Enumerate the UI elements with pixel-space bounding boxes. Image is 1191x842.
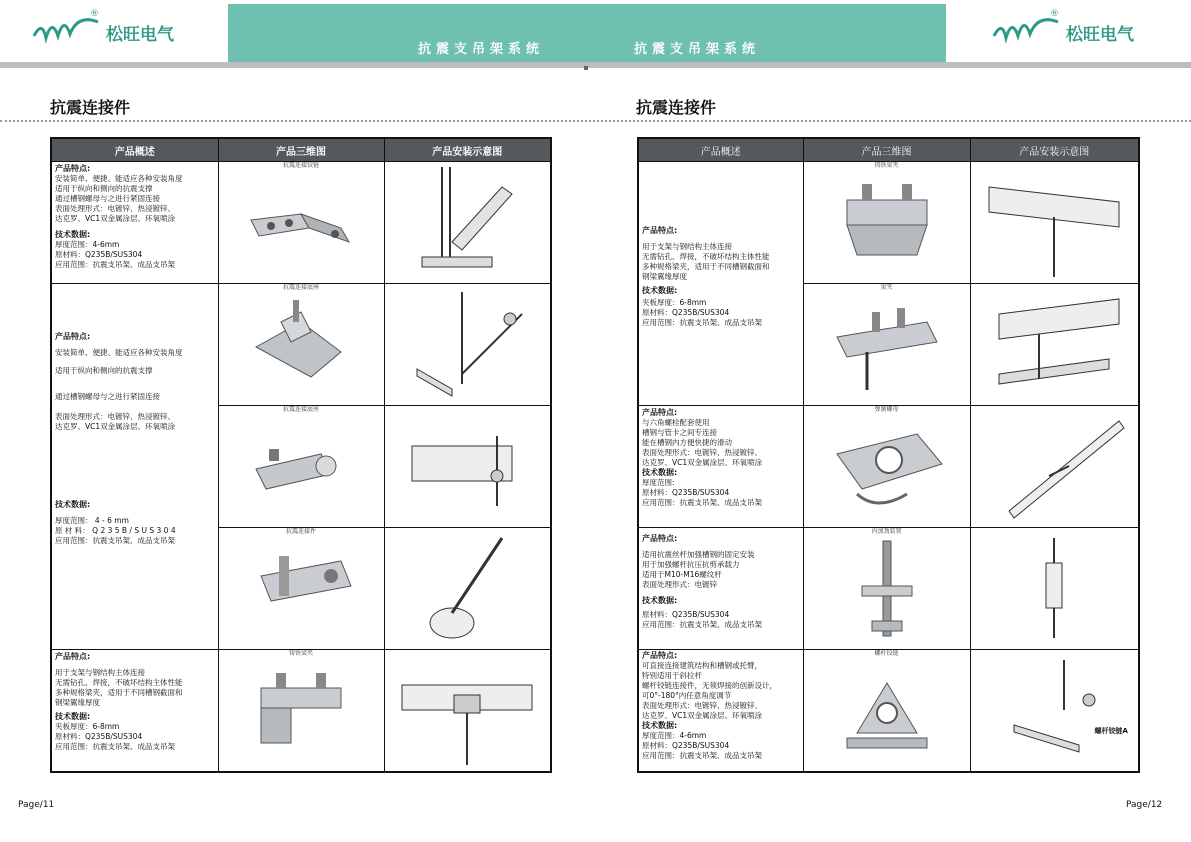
header-title-left: 抗震支吊架系统 <box>418 42 545 57</box>
feature-line: 槽钢与管卡之间专连接 <box>642 428 717 437</box>
feature-line: 达克罗、VC1双金属涂层、环氧喷涂 <box>55 422 176 431</box>
feature-line: 适用于M10-M16螺纹杆 <box>642 570 722 579</box>
installation-cell <box>384 406 551 528</box>
feature-line: 无需钻孔、焊接，不破坏结构主体性能 <box>55 678 183 687</box>
header-title-right: 抗震支吊架系统 <box>634 42 761 57</box>
header-gray-bar <box>0 62 1191 68</box>
seismic-connector-3d-image <box>231 536 371 636</box>
internal-stiffener-3d-image <box>817 536 957 646</box>
right-product-table <box>637 137 1140 773</box>
right-section-title: 抗震连接件 <box>636 98 717 117</box>
spec-line: 厚度范围：4-6mm <box>55 240 120 249</box>
spec-line: 应用范围：抗震支吊架、成品支吊架 <box>642 751 762 760</box>
product-overview <box>638 162 803 406</box>
feature-label: 产品特点: <box>55 332 91 341</box>
spec-line: 厚度范围： 4 - 6 mm <box>55 516 129 525</box>
feature-line: 适用于纵向和侧向的抗震支撑 <box>55 184 153 193</box>
left-section-title: 抗震连接件 <box>50 98 131 117</box>
feature-label: 产品特点: <box>55 652 91 661</box>
feature-line: 多种规格梁夹，适用于不同槽钢截面和 <box>55 688 183 697</box>
feature-line: 用于支架与钢结构主体连接 <box>642 242 732 251</box>
feature-line: 钢梁翼缘厚度 <box>642 272 687 281</box>
spec-label: 技术数据: <box>642 721 678 730</box>
left-page-number: Page/11 <box>18 800 55 810</box>
spec-line: 应用范围：抗震支吊架、成品支吊架 <box>642 318 762 327</box>
feature-line: 多种规格梁夹，适用于不同槽钢截面和 <box>642 262 770 271</box>
spring-nut-3d-image <box>817 414 957 514</box>
feature-line: 用于加强螺杆抗压抗剪承载力 <box>642 560 740 569</box>
product-3d-cell <box>218 650 384 772</box>
installation-cell <box>970 406 1139 528</box>
feature-line: 安装简单、便捷、能适应各种安装角度 <box>55 174 183 183</box>
feature-line: 安装简单、便捷、能适应各种安装角度 <box>55 348 183 357</box>
spec-label: 技术数据: <box>642 286 678 295</box>
logo-registered: ® <box>90 9 99 19</box>
installation-diagram-image <box>392 162 542 280</box>
product-caption: 抗震连接底座 <box>282 284 319 291</box>
spec-line: 应用范围：抗震支吊架、成品支吊架 <box>55 742 175 751</box>
spec-line: 原材料：Q235B/SUS304 <box>55 250 143 259</box>
brand-logo-right <box>992 9 1152 48</box>
installation-diagram-image <box>979 162 1129 280</box>
seismic-base-3d-image <box>231 414 371 514</box>
product-overview <box>51 284 218 650</box>
feature-label: 产品特点: <box>642 651 678 660</box>
column-header: 产品三维图 <box>218 138 384 162</box>
installation-diagram-image <box>392 406 542 524</box>
brand-logo-left <box>32 9 192 48</box>
installation-cell <box>970 650 1139 772</box>
spec-line: 厚度范围：4-6mm <box>642 731 707 740</box>
spec-line: 原 材 料： Q 2 3 5 B / S U S 3 0 4 <box>55 526 176 535</box>
product-caption: 抗震连接铰链 <box>282 162 319 169</box>
spec-line: 应用范围：抗震支吊架、成品支吊架 <box>642 498 762 507</box>
installation-cell <box>384 650 551 772</box>
dotted-divider <box>0 120 1191 122</box>
installation-diagram-image <box>392 528 542 646</box>
feature-line: 表面处理形式：电镀锌、热浸镀锌、 <box>642 448 762 457</box>
feature-line: 表面处理形式：电镀锌、热浸镀锌、 <box>55 412 175 421</box>
feature-line: 特别适用于斜拉杆 <box>642 671 702 680</box>
product-caption: 内加劲装置 <box>871 528 902 535</box>
product-caption: 抗震连接底座 <box>282 406 319 413</box>
product-caption: 铸铁梁夹 <box>874 162 899 169</box>
spec-line: 厚度范围: <box>642 478 675 487</box>
product-3d-cell <box>218 162 384 284</box>
column-header: 产品概述 <box>51 138 218 162</box>
spec-line: 原材料：Q235B/SUS304 <box>642 610 730 619</box>
feature-line: 通过槽钢螺母与之进行紧固连接 <box>55 194 160 203</box>
spec-line: 应用范围：抗震支吊架、成品支吊架 <box>55 536 175 545</box>
product-caption: 抗震连接件 <box>285 528 316 535</box>
header-dot <box>584 66 588 70</box>
installation-cell <box>384 162 551 284</box>
product-3d-cell <box>803 162 970 284</box>
installation-diagram-image <box>392 284 542 402</box>
feature-line: 通过槽钢螺母与之进行紧固连接 <box>55 392 160 401</box>
spec-line: 夹板厚度：6-8mm <box>55 722 120 731</box>
feature-line: 达克罗、VC1双金属涂层、环氧喷涂 <box>55 214 176 223</box>
cast-iron-clamp-3d-image <box>231 658 371 758</box>
beam-clamp-3d-image <box>817 292 957 392</box>
product-caption: 弹簧螺母 <box>874 406 899 413</box>
spec-line: 原材料：Q235B/SUS304 <box>642 741 730 750</box>
product-3d-cell <box>803 284 970 406</box>
installation-cell <box>970 528 1139 650</box>
spec-label: 技术数据: <box>55 712 91 721</box>
installation-cell <box>970 284 1139 406</box>
installation-diagram-image <box>979 650 1129 768</box>
seismic-base-3d-image <box>231 292 371 392</box>
feature-line: 无需钻孔、焊接，不破坏结构主体性能 <box>642 252 770 261</box>
column-header: 产品安装示意图 <box>384 138 551 162</box>
feature-line: 表面处理形式：电镀锌 <box>642 580 717 589</box>
right-page-number: Page/12 <box>1126 800 1163 810</box>
installation-cell <box>970 162 1139 284</box>
logo-text: 松旺电气 <box>1066 25 1134 45</box>
spec-label: 技术数据: <box>642 596 678 605</box>
product-overview <box>638 406 803 528</box>
installation-diagram-image <box>979 406 1129 524</box>
product-overview <box>51 650 218 772</box>
product-3d-cell <box>803 406 970 528</box>
product-3d-cell <box>803 528 970 650</box>
product-3d-cell <box>218 406 384 528</box>
feature-line: 能在槽钢内方便快捷的滑动 <box>642 438 732 447</box>
feature-line: 适用于纵向和侧向的抗震支撑 <box>55 366 153 375</box>
spec-label: 技术数据: <box>55 230 91 239</box>
hinge-callout-label: 螺杆铰链A <box>1094 727 1128 735</box>
feature-line: 表面处理形式：电镀锌、热浸镀锌、 <box>642 701 762 710</box>
threaded-rod-hinge-3d-image <box>817 658 957 758</box>
logo-registered: ® <box>1050 9 1059 19</box>
column-header: 产品安装示意图 <box>970 138 1139 162</box>
installation-cell <box>384 284 551 406</box>
product-3d-cell <box>218 528 384 650</box>
product-overview <box>638 528 803 650</box>
installation-diagram-image <box>392 650 542 768</box>
product-3d-cell <box>218 284 384 406</box>
product-3d-cell <box>803 650 970 772</box>
feature-line: 钢梁翼缘厚度 <box>55 698 100 707</box>
feature-label: 产品特点: <box>642 534 678 543</box>
spec-label: 技术数据: <box>642 468 678 477</box>
feature-line: 适用抗震丝杆加强槽钢的固定安装 <box>642 550 755 559</box>
logo-text: 松旺电气 <box>106 25 174 45</box>
spec-label: 技术数据: <box>55 500 91 509</box>
installation-cell <box>384 528 551 650</box>
feature-line: 达克罗、VC1双金属涂层、环氧喷涂 <box>642 458 763 467</box>
spec-line: 应用范围：抗震支吊架、成品支吊架 <box>642 620 762 629</box>
product-caption: 铸铁梁夹 <box>288 650 313 657</box>
column-header: 产品概述 <box>638 138 803 162</box>
feature-line: 螺杆铰链连接件，无须焊接的创新设计， <box>642 681 777 690</box>
product-overview <box>51 162 218 284</box>
spec-line: 原材料：Q235B/SUS304 <box>642 308 730 317</box>
spec-line: 原材料：Q235B/SUS304 <box>55 732 143 741</box>
seismic-hinge-3d-image <box>231 170 371 265</box>
left-product-table <box>50 137 552 773</box>
product-caption: 梁夹 <box>880 284 893 291</box>
spec-line: 应用范围：抗震支吊架、成品支吊架 <box>55 260 175 269</box>
feature-label: 产品特点: <box>642 226 678 235</box>
column-header: 产品三维图 <box>803 138 970 162</box>
product-overview <box>638 650 803 772</box>
spec-line: 夹板厚度：6-8mm <box>642 298 707 307</box>
feature-line: 用于支架与钢结构主体连接 <box>55 668 145 677</box>
feature-label: 产品特点: <box>642 408 678 417</box>
feature-line: 可0°-180°内任意角度调节 <box>642 691 732 700</box>
header-band <box>228 4 946 62</box>
feature-label: 产品特点: <box>55 164 91 173</box>
feature-line: 与六角螺栓配套使用 <box>642 418 710 427</box>
feature-line: 表面处理形式：电镀锌、热浸镀锌、 <box>55 204 175 213</box>
spec-line: 原材料：Q235B/SUS304 <box>642 488 730 497</box>
cast-iron-clamp-3d-image <box>817 170 957 270</box>
feature-line: 达克罗、VC1双金属涂层、环氧喷涂 <box>642 711 763 720</box>
feature-line: 可直接连接建筑结构和槽钢或托臂， <box>642 661 762 670</box>
installation-diagram-image <box>979 528 1129 646</box>
product-caption: 螺杆铰链 <box>874 650 899 657</box>
installation-diagram-image <box>979 284 1129 402</box>
